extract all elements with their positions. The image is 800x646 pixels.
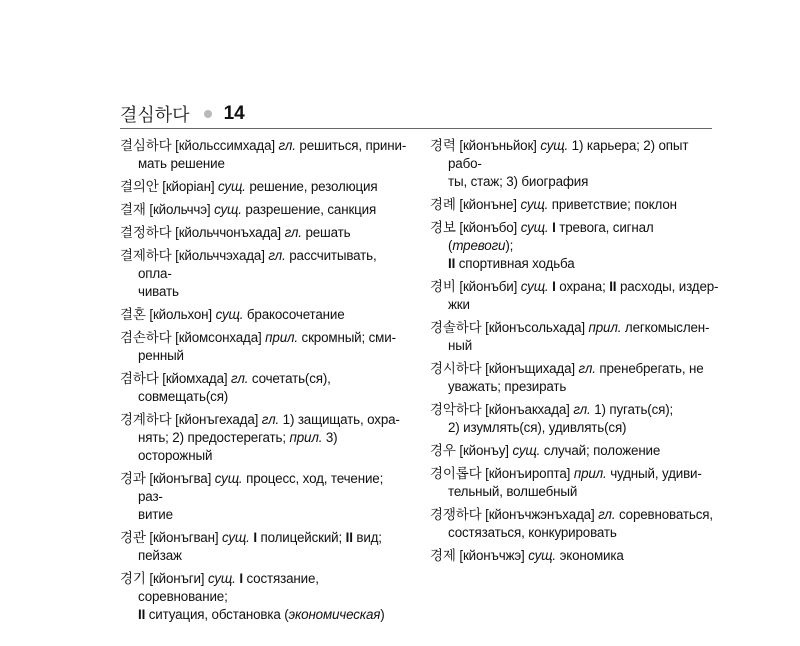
entry-headword: 결혼: [120, 307, 146, 323]
entry-definition: 3) осторожный: [138, 430, 338, 463]
entry-part-of-speech: прил.: [573, 466, 607, 481]
entry-headword: 경악하다: [430, 402, 482, 418]
entry-transcription: [кйонъчжэнъхада]: [485, 507, 595, 522]
entry-definition: рассчитывать, опла-: [138, 248, 377, 281]
dictionary-entry: [120, 329, 410, 365]
entry-definition: пренебрегать, не: [599, 361, 704, 376]
entry-definition: легкомыслен-: [624, 320, 710, 335]
sense-numeral: II: [138, 607, 146, 622]
sense-numeral: II: [345, 530, 353, 545]
entry-definition: ): [380, 607, 385, 622]
entry-transcription: [кйонъгехада]: [175, 412, 259, 427]
entry-transcription: [кйонъакхада]: [485, 402, 570, 417]
entry-definition: процесс, ход, течение; раз-: [138, 471, 384, 504]
entry-headword: 결의안: [120, 179, 159, 195]
sense-numeral: I: [239, 571, 243, 586]
entry-headword: 경기: [120, 571, 146, 587]
entry-headword: 경비: [430, 279, 456, 295]
entry-definition: витие: [138, 507, 173, 522]
entry-definition: 1) карьера; 2) опыт рабо-: [448, 138, 689, 171]
entry-italic-note: тревоги: [452, 238, 506, 253]
entry-definition: экономика: [559, 548, 624, 563]
dictionary-entry: [430, 196, 720, 214]
page-number: 14: [223, 103, 245, 124]
entry-definition: полицейский;: [256, 530, 346, 545]
entry-transcription: [кйонъне]: [459, 197, 517, 212]
dictionary-entry: [430, 547, 720, 565]
entry-transcription: [кйонъчжэ]: [459, 548, 525, 563]
dictionary-entry: [120, 411, 410, 465]
entry-definition: приветствие; поклон: [551, 197, 677, 212]
dictionary-entry: [430, 442, 720, 460]
entry-transcription: [кйольччонъхада]: [175, 225, 281, 240]
entry-part-of-speech: прил.: [588, 320, 622, 335]
entry-definition: пейзаж: [138, 548, 182, 563]
dictionary-entry: [120, 178, 410, 196]
entry-definition: тельный, волшебный: [448, 484, 578, 499]
entry-definition: решение, резолюция: [249, 179, 378, 194]
sense-numeral: I: [552, 279, 556, 294]
entry-transcription: [кйонъщихада]: [485, 361, 575, 376]
entry-part-of-speech: гл.: [578, 361, 596, 376]
header-rule: [120, 128, 712, 129]
entry-transcription: [кйонъу]: [459, 443, 509, 458]
entry-definition: решиться, прини-: [299, 138, 407, 153]
entry-transcription: [кйонъсольхада]: [485, 320, 585, 335]
entry-transcription: [кйонъиропта]: [485, 466, 571, 481]
entry-italic-note: прил.: [289, 430, 323, 445]
entry-definition: жки: [448, 297, 470, 312]
entry-definition: 2) изумлять(ся), удивлять(ся): [448, 420, 627, 435]
entry-definition: ный: [448, 338, 473, 353]
entry-definition: мать решение: [138, 156, 225, 171]
entry-definition: состязание, соревнование;: [138, 571, 319, 604]
dictionary-entry: [120, 224, 410, 242]
entry-transcription: [кйонъбо]: [459, 220, 518, 235]
entry-definition: бракосочетание: [246, 307, 345, 322]
dictionary-entry: [430, 506, 720, 542]
entry-headword: 경우: [430, 443, 456, 459]
entry-transcription: [кйонъги]: [149, 571, 205, 586]
entry-headword: 겸손하다: [120, 330, 172, 346]
dictionary-entry: [430, 360, 720, 396]
entry-headword: 경보: [430, 220, 456, 236]
right-column: [430, 137, 720, 570]
entry-headword: 결심하다: [120, 138, 172, 154]
entry-headword: 경력: [430, 138, 456, 154]
entry-definition: скромный; сми-: [301, 330, 396, 345]
entry-definition: сочетать(ся),: [251, 371, 331, 386]
entry-definition: нять; 2) предостерегать;: [138, 430, 290, 445]
dictionary-entry: [120, 529, 410, 565]
entry-part-of-speech: гл.: [268, 248, 286, 263]
entry-part-of-speech: сущ.: [214, 202, 242, 217]
entry-headword: 결정하다: [120, 225, 172, 241]
entry-definition: спортивная ходьба: [455, 256, 575, 271]
entry-part-of-speech: сущ.: [540, 138, 569, 153]
entry-definition: чивать: [138, 284, 179, 299]
entry-definition: совмещать(ся): [138, 389, 229, 404]
dictionary-entry: [120, 370, 410, 406]
entry-part-of-speech: сущ.: [218, 179, 246, 194]
entry-part-of-speech: сущ.: [214, 471, 243, 486]
header-bullet-icon: [204, 110, 212, 118]
entry-part-of-speech: прил.: [265, 330, 298, 345]
entry-part-of-speech: сущ.: [520, 279, 549, 294]
entry-definition: ты, стаж; 3) биография: [448, 174, 589, 189]
sense-numeral: II: [448, 256, 456, 271]
entry-transcription: [кйомхада]: [162, 371, 228, 386]
entry-headword: 경과: [120, 471, 146, 487]
dictionary-entry: [430, 465, 720, 501]
dictionary-entry: [120, 201, 410, 219]
dictionary-entry: [430, 137, 720, 191]
sense-numeral: I: [552, 220, 556, 235]
entry-part-of-speech: сущ.: [215, 307, 244, 322]
entry-definition: ренный: [138, 348, 184, 363]
dictionary-entry: [430, 401, 720, 437]
entry-transcription: [кйоріан]: [162, 179, 215, 194]
dictionary-entry: [120, 570, 410, 624]
entry-transcription: [кйольччэхада]: [175, 248, 265, 263]
entry-definition: 1) пугать(ся);: [594, 402, 674, 417]
dictionary-entry: [120, 306, 410, 324]
entry-headword: 경례: [430, 197, 456, 213]
dictionary-entry: [120, 247, 410, 301]
entry-transcription: [кйонъгва]: [149, 471, 212, 486]
entry-definition: ситуация, обстановка (: [145, 607, 289, 622]
entry-part-of-speech: гл.: [231, 371, 249, 386]
dictionary-entry: [120, 137, 410, 173]
header-headword: 결심하다: [120, 105, 190, 126]
entry-definition: 1) защищать, охра-: [282, 412, 400, 427]
entry-transcription: [кйонъньйок]: [459, 138, 537, 153]
dictionary-entry: [430, 278, 720, 314]
sense-numeral: I: [253, 530, 257, 545]
entry-definition: охрана;: [555, 279, 610, 294]
entry-headword: 경시하다: [430, 361, 482, 377]
entry-headword: 결재: [120, 202, 146, 218]
entry-part-of-speech: гл.: [573, 402, 591, 417]
entry-part-of-speech: сущ.: [512, 443, 541, 458]
entry-definition: решать: [305, 225, 351, 240]
entry-transcription: [кйольхон]: [149, 307, 212, 322]
dictionary-entry: [430, 319, 720, 355]
dictionary-entry: [120, 470, 410, 524]
dictionary-entry: [430, 219, 720, 273]
entry-definition: );: [505, 238, 514, 253]
entry-definition: чудный, удиви-: [610, 466, 702, 481]
entry-transcription: [кйольссимхада]: [175, 138, 275, 153]
entry-transcription: [кйонъби]: [459, 279, 518, 294]
entry-italic-note: экономическая: [288, 607, 381, 622]
entry-definition: состязаться, конкурировать: [448, 525, 617, 540]
entry-part-of-speech: сущ.: [520, 220, 549, 235]
entry-definition: расходы, издер-: [616, 279, 719, 294]
entry-definition: уважать; презирать: [448, 379, 567, 394]
entry-part-of-speech: гл.: [598, 507, 616, 522]
entry-transcription: [кйольччэ]: [149, 202, 211, 217]
entry-part-of-speech: сущ.: [221, 530, 250, 545]
entry-headword: 겸하다: [120, 371, 159, 387]
entry-definition: тревога, сигнал (: [448, 220, 654, 253]
entry-definition: соревноваться,: [618, 507, 713, 522]
sense-numeral: II: [609, 279, 617, 294]
entry-headword: 경관: [120, 530, 146, 546]
entry-part-of-speech: сущ.: [207, 571, 236, 586]
entry-definition: разрешение, санкция: [245, 202, 377, 217]
entry-headword: 경계하다: [120, 412, 172, 428]
entry-definition: случай; положение: [543, 443, 661, 458]
entry-headword: 경솔하다: [430, 320, 482, 336]
entry-headword: 경쟁하다: [430, 507, 482, 523]
entry-part-of-speech: гл.: [261, 412, 280, 427]
entry-part-of-speech: сущ.: [528, 548, 556, 563]
entry-transcription: [кйонъгван]: [149, 530, 219, 545]
entry-headword: 경제: [430, 548, 456, 564]
entry-headword: 경이롭다: [430, 466, 482, 482]
left-column: [120, 137, 410, 629]
entry-definition: вид;: [352, 530, 382, 545]
running-header: [120, 100, 712, 128]
entry-part-of-speech: гл.: [278, 138, 296, 153]
entry-transcription: [кйомсонхада]: [175, 330, 262, 345]
entry-headword: 결제하다: [120, 248, 172, 264]
entry-part-of-speech: гл.: [284, 225, 302, 240]
entry-part-of-speech: сущ.: [520, 197, 549, 212]
